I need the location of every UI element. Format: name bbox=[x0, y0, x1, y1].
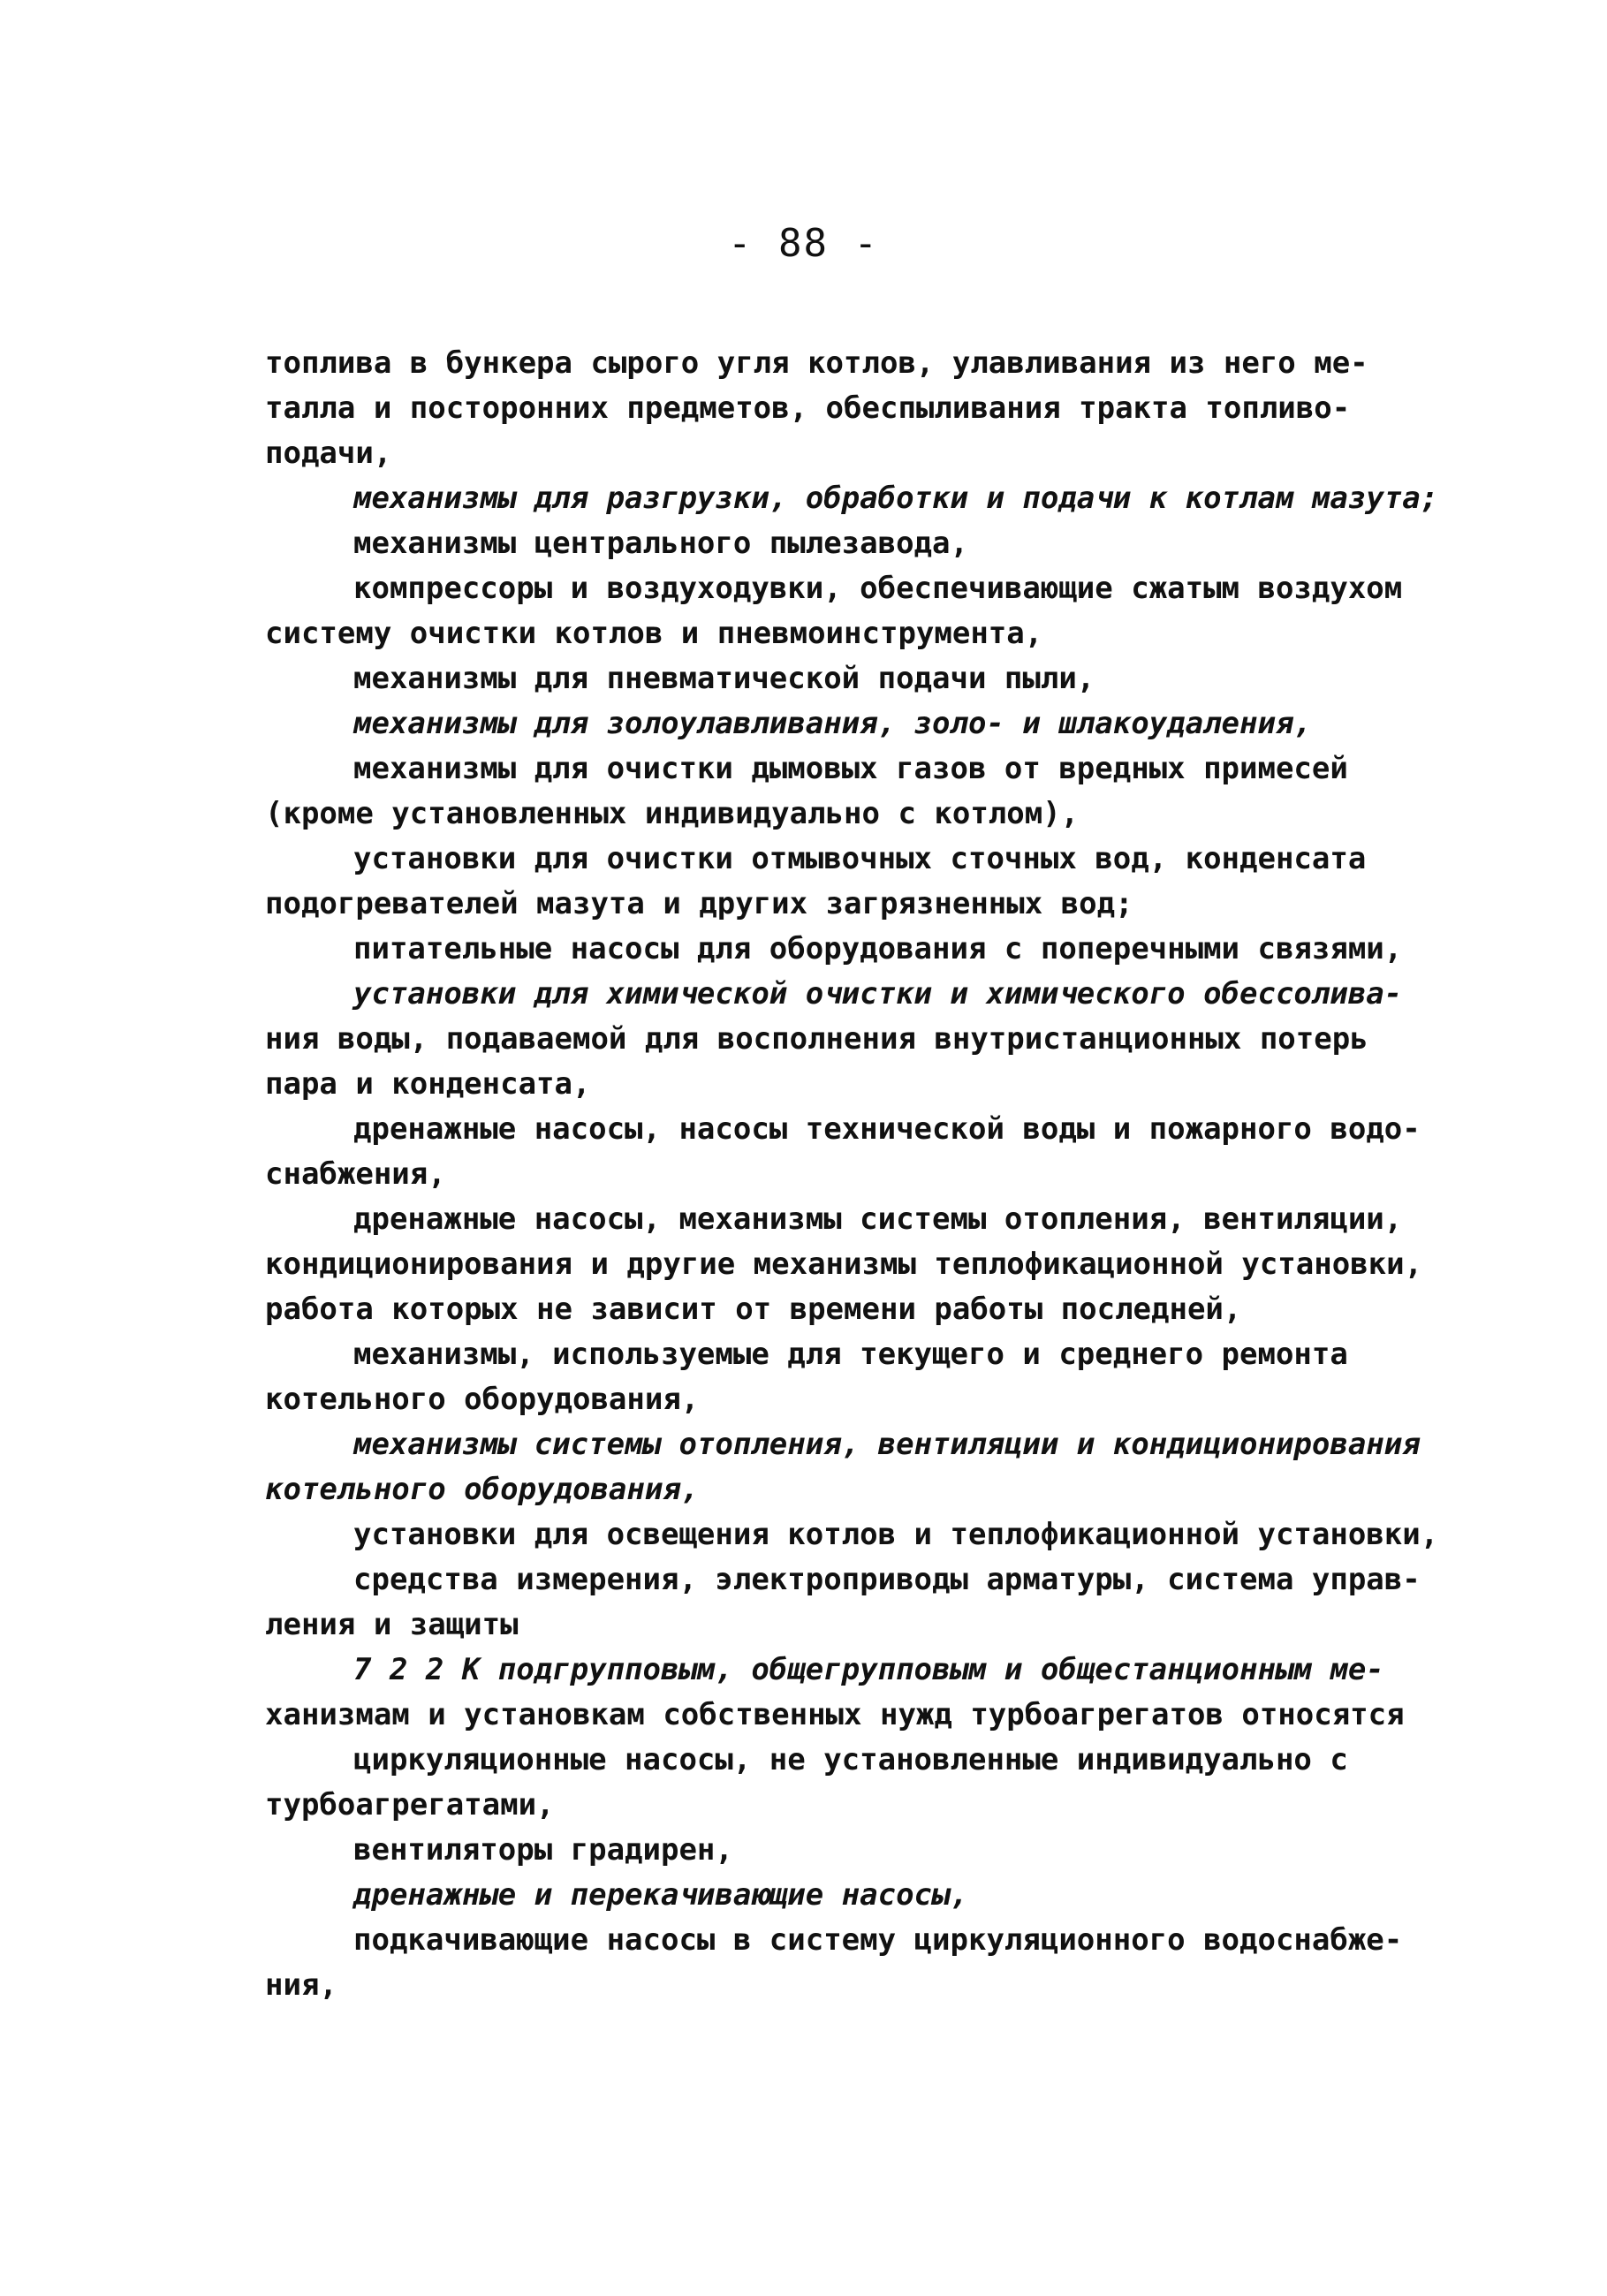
text-line: питательные насосы для оборудования с поперечными связями, bbox=[353, 931, 1403, 966]
text-line: механизмы для разгрузки, обработки и подачи к котлам мазута; bbox=[353, 481, 1439, 516]
text-line: циркуляционные насосы, не установленные индивидуально с bbox=[353, 1742, 1348, 1777]
text-line: ния, bbox=[265, 1967, 337, 2003]
text-line: котельного оборудования, bbox=[265, 1382, 700, 1417]
page-number: - 88 - bbox=[728, 221, 879, 266]
text-line: топлива в бункера сырого угля котлов, улавливания из него ме- bbox=[265, 345, 1368, 381]
text-line: подогревателей мазута и других загрязненных вод; bbox=[265, 886, 1133, 921]
text-line: ления и защиты bbox=[265, 1607, 519, 1642]
text-line: ния воды, подаваемой для восполнения внутристанционных потерь bbox=[265, 1021, 1368, 1057]
text-line: средства измерения, электроприводы арматуры, система управ- bbox=[353, 1562, 1421, 1597]
text-line: турбоагрегатами, bbox=[265, 1787, 555, 1822]
text-line: подкачивающие насосы в систему циркуляционного водоснабже- bbox=[353, 1922, 1403, 1958]
text-line: подачи, bbox=[265, 436, 392, 471]
text-line: установки для химической очистки и химического обессолива- bbox=[353, 976, 1403, 1012]
text-line: механизмы для золоулавливания, золо- и шлакоудаления, bbox=[353, 706, 1312, 741]
text-line: снабжения, bbox=[265, 1156, 446, 1192]
text-line: (кроме установленных индивидуально с котлом), bbox=[265, 796, 1080, 831]
text-line: компрессоры и воздуходувки, обеспечивающие сжатым воздухом bbox=[353, 571, 1403, 606]
text-line: 7 2 2 К подгрупповым, общегрупповым и общестанционным ме- bbox=[353, 1652, 1384, 1687]
text-line: установки для очистки отмывочных сточных вод, конденсата bbox=[353, 841, 1367, 876]
text-line: кондиционирования и другие механизмы теплофикационной установки, bbox=[265, 1247, 1423, 1282]
text-line: дренажные насосы, механизмы системы отопления, вентиляции, bbox=[353, 1201, 1403, 1237]
text-line: дренажные и перекачивающие насосы, bbox=[353, 1877, 968, 1913]
text-line: работа которых не зависит от времени работы последней, bbox=[265, 1292, 1242, 1327]
text-line: талла и посторонних предметов, обеспыливания тракта топливо- bbox=[265, 390, 1351, 426]
text-line: вентиляторы градирен, bbox=[353, 1832, 733, 1868]
text-line: механизмы центрального пылезавода, bbox=[353, 526, 968, 561]
text-line: механизмы, используемые для текущего и среднего ремонта bbox=[353, 1337, 1348, 1372]
text-line: ханизмам и установкам собственных нужд турбоагрегатов относятся bbox=[265, 1697, 1405, 1732]
text-line: пара и конденсата, bbox=[265, 1066, 591, 1102]
text-line: котельного оборудования, bbox=[265, 1472, 700, 1507]
text-line: установки для освещения котлов и теплофикационной установки, bbox=[353, 1517, 1439, 1552]
body-text bbox=[265, 341, 1484, 2008]
text-line: механизмы для очистки дымовых газов от вредных примесей bbox=[353, 751, 1348, 786]
text-line: механизмы системы отопления, вентиляции и кондиционирования bbox=[353, 1427, 1421, 1462]
text-line: систему очистки котлов и пневмоинструмента, bbox=[265, 616, 1043, 651]
text-line: механизмы для пневматической подачи пыли, bbox=[353, 661, 1095, 696]
text-line: дренажные насосы, насосы технической воды и пожарного водо- bbox=[353, 1111, 1421, 1147]
